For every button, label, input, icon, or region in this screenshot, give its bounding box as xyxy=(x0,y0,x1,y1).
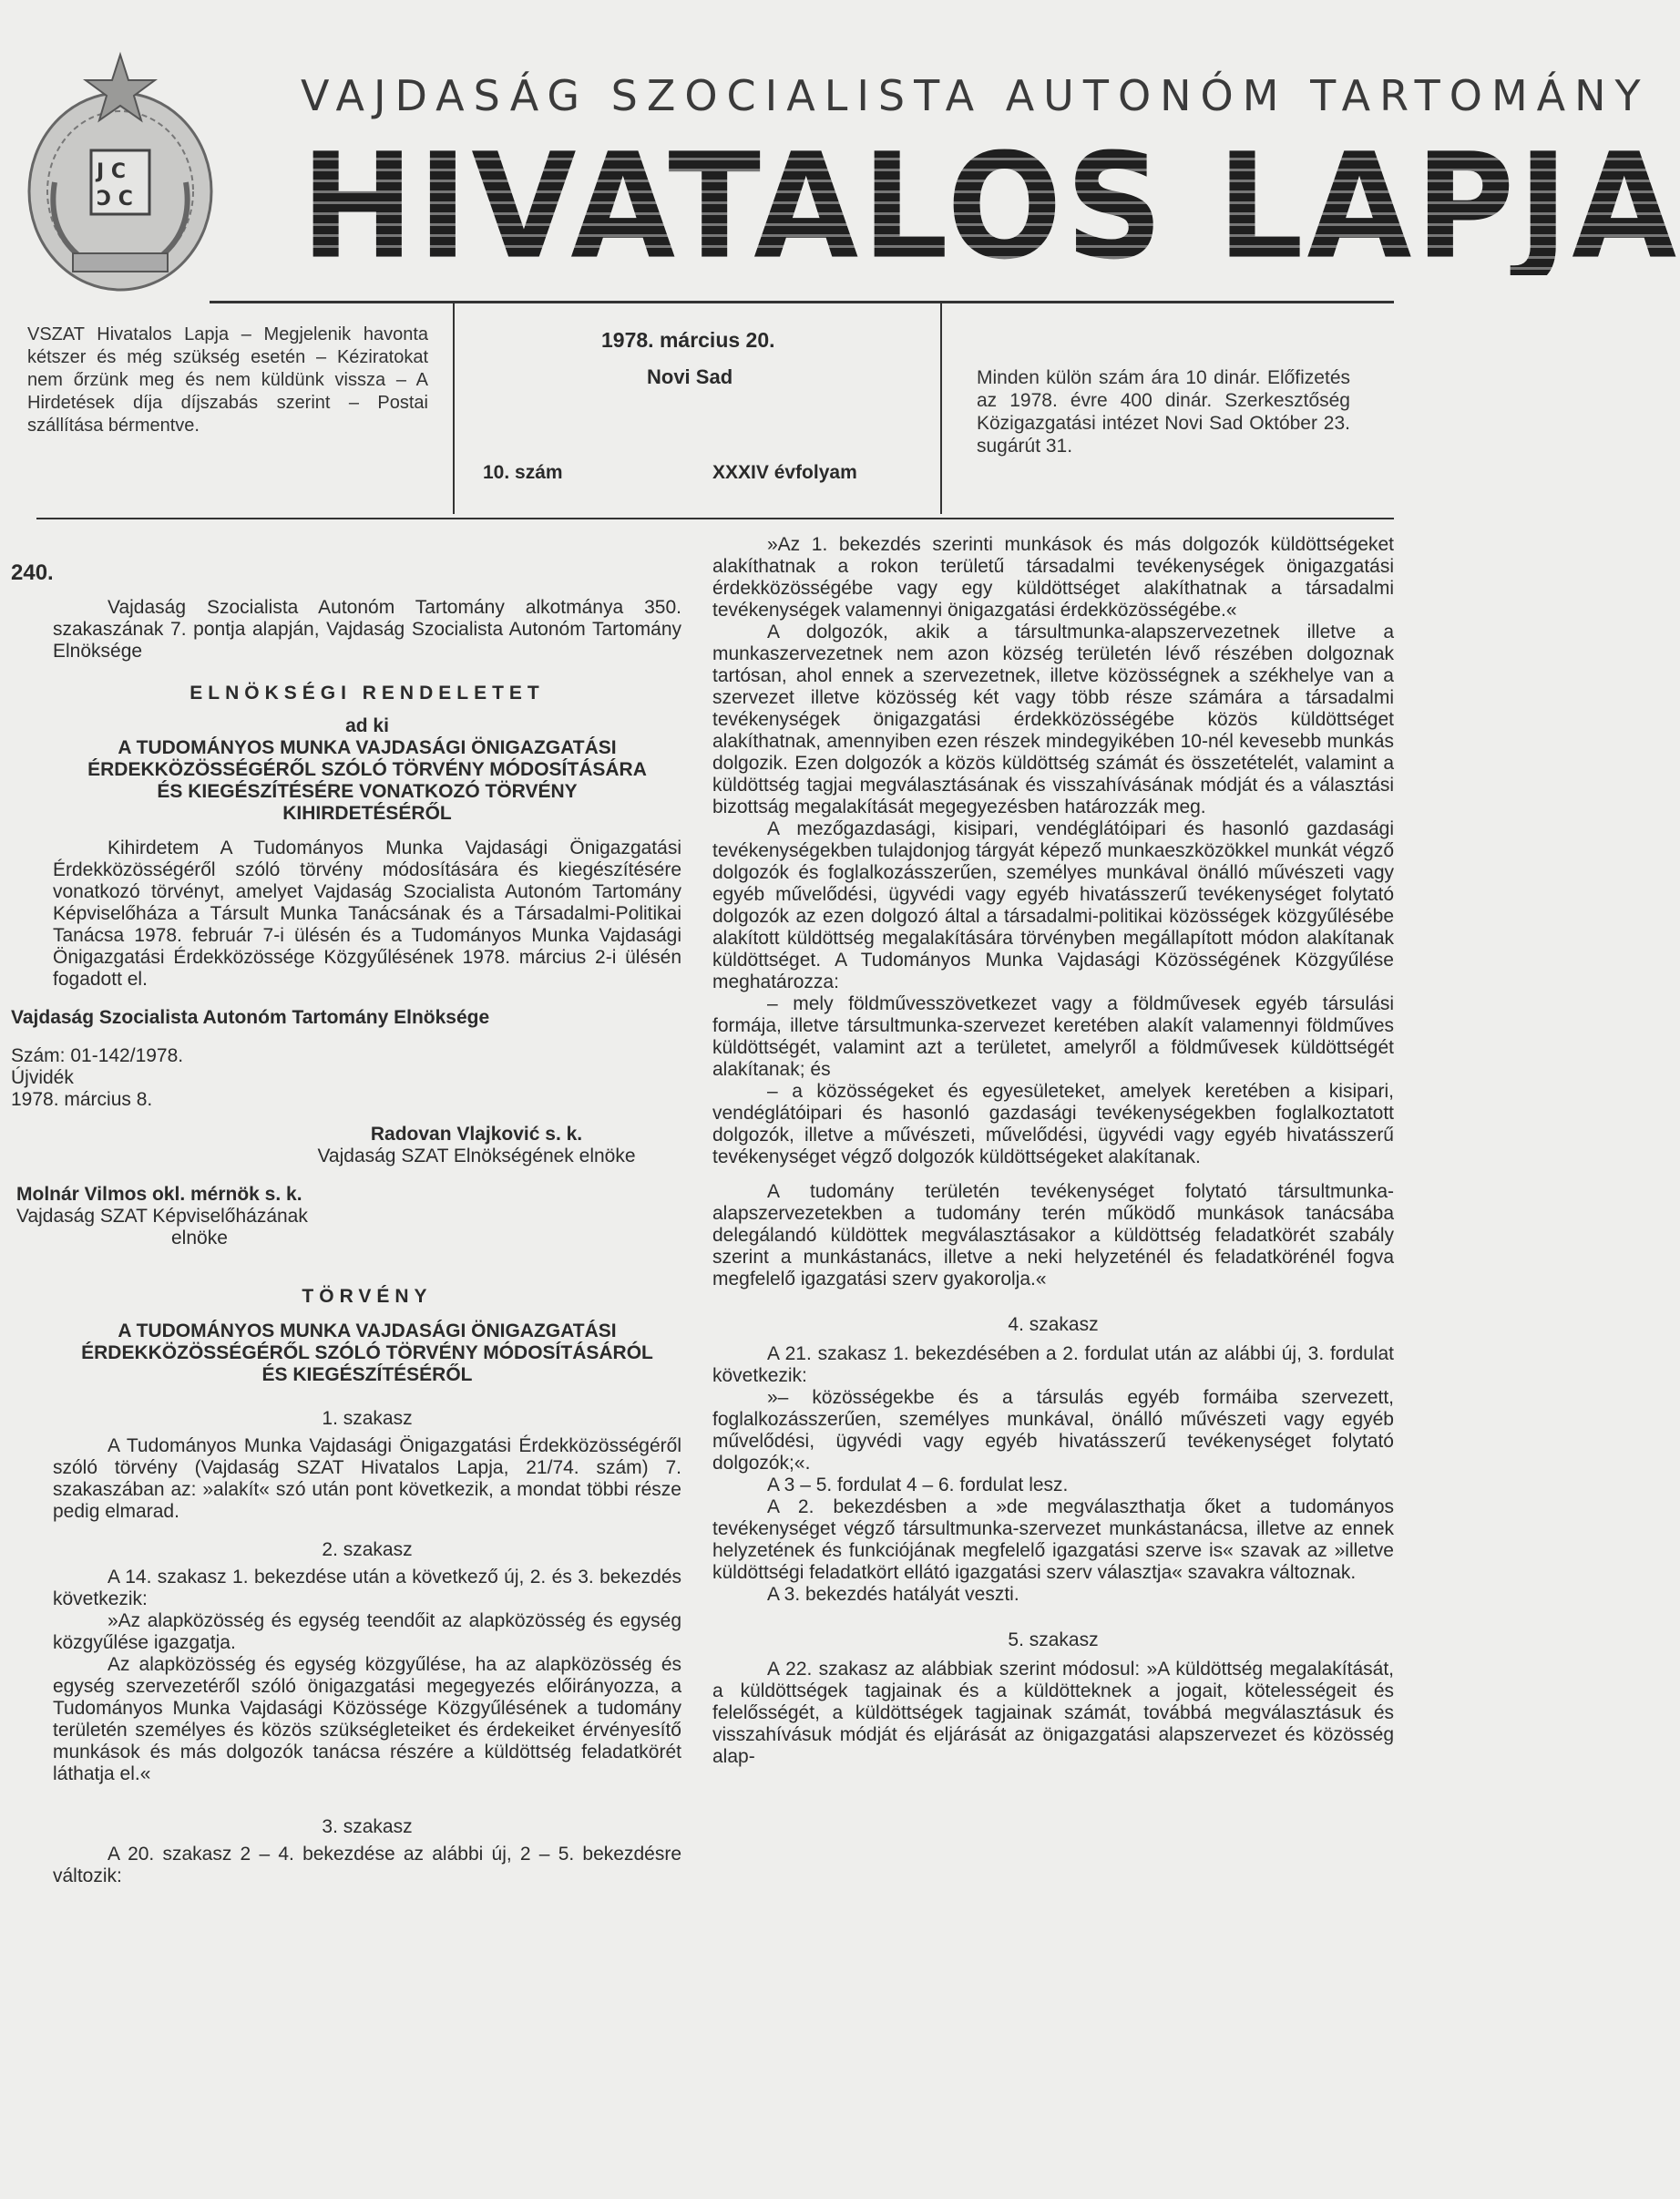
decree-text: Kihirdetem A Tudományos Munka Vajdasági Önigazgatási Érdekközösségéről szóló törvény módosítására és kiegészítésére vonatkozó törvényt, amelyet Vajdaság Szocialista Autonóm Tartomány Képviselőháza a Társult Munka Tanácsának és a Társadalmi-Politikai Tanácsa 1978. február 7-i ülésén és a Tudományos Munka Vajdasági Önigazgatási Érdekközössége Közgyűlésének 1978. március 2-i ülésén fogadott el. xyxy=(53,837,681,990)
section-4-text-5: A 3. bekezdés hatályát veszti. xyxy=(767,1584,1019,1605)
signature-name-2: Molnár Vilmos okl. mérnök s. k. xyxy=(16,1184,302,1205)
section-2-text-2: »Az alapközösség és egység teendőit az alapközösség és egység közgyűlése igazgatja. xyxy=(53,1610,681,1653)
decree-number: 240. xyxy=(11,560,54,585)
law-title: A TUDOMÁNYOS MUNKA VAJDASÁGI ÖNIGAZGATÁSI ÉRDEKKÖZÖSSÉGÉRŐL SZÓLÓ TÖRVÉNY MÓDOSÍTÁSÁRÓL ÉS KIEGÉSZÍTÉSÉRŐL xyxy=(81,1320,653,1385)
publication-info xyxy=(27,324,428,437)
decree-issuer: Vajdaság Szocialista Autonóm Tartomány Elnöksége xyxy=(11,1007,490,1028)
info-rule xyxy=(36,518,1394,519)
right-paragraph-5: – a közösségeket és egyesületeket, amelyek keretében a kisipari, vendéglátóipari és hasonló gazdasági tevékenységekben foglalkoztatott dolgozók, illetve a művészeti, művelődési, ügyvédi vagy egyéb hivatásszerű tevékenységet végző dolgozók küldöttségeket alakítanak. xyxy=(712,1081,1394,1167)
section-2-title: 2. szakasz xyxy=(322,1539,413,1560)
masthead-subtitle: VAJDASÁG SZOCIALISTA AUTONÓM TARTOMÁNY xyxy=(301,71,1650,120)
left-column xyxy=(11,560,681,1887)
section-4-text-3: A 3 – 5. fordulat 4 – 6. fordulat lesz. xyxy=(767,1475,1069,1495)
svg-text:J C: J C xyxy=(97,160,126,183)
issue-date: 1978. március 20. xyxy=(601,328,775,352)
signature-role-2b: elnöke xyxy=(171,1228,228,1248)
section-4-text-4: A 2. bekezdésben a »de megválaszthatja őket a tudományos tevékenységet végző társultmunka-szervezet munkástanácsa, illetve az ennek helyzetének és funkciójának megfelelő igazgatási szerve is« szavak az »illetve küldöttségi feladatkört ellátó igazgatási szerv választja« szavakra változnak. xyxy=(712,1496,1394,1583)
masthead-title: HIVATALOS LAPJA xyxy=(301,121,1680,292)
right-paragraph-1: »Az 1. bekezdés szerinti munkások és más dolgozók küldöttségeket alakíthatnak a rokon területű társadalmi tevékenységek önigazgatási érdekközösségébe vagy egy küldöttséget alakíthatnak a társadalmi tevékenységek valamennyi önigazgatási érdekközösségébe.« xyxy=(712,534,1394,621)
reference-number: Szám: 01-142/1978. xyxy=(11,1045,184,1066)
signature-role-1: Vajdaság SZAT Elnökségének elnöke xyxy=(317,1146,636,1166)
column-divider-left xyxy=(453,303,455,514)
section-4-title: 4. szakasz xyxy=(1008,1314,1099,1335)
section-5-title: 5. szakasz xyxy=(1008,1629,1099,1650)
right-paragraph-3: A mezőgazdasági, kisipari, vendéglátóipari és hasonló gazdasági tevékenységekben tulajdonjog tárgyát képező munkaeszközökkel munkát végző dolgozók és foglalkozásszerűen, személyes munkával önálló művészeti vagy egyéb művelődési, ügyvédi vagy egyéb hivatásszerű tevékenységet folytató dolgozók az ezen dolgozó által a társadalmi-politikai közösségek közgyűlésébe alakított küldöttség megalakítására törvényben megállapított módon alakítanak küldöttséget. A Tudományos Munka Vajdasági Közösségének Közgyűlése meghatározza: xyxy=(712,818,1394,992)
column-divider-right xyxy=(940,303,942,514)
decree-heading: ELNÖKSÉGI RENDELETET xyxy=(190,683,545,704)
decree-preamble: Vajdaság Szocialista Autonóm Tartomány alkotmánya 350. szakaszának 7. pontja alapján, Vajdaság Szocialista Autonóm Tartomány Elnöksége xyxy=(53,597,681,662)
section-2-text-3: Az alapközösség és egység közgyűlése, ha az alapközösség és egység szervezetéről szóló önigazgatási megegyezés előirányozza, a Tudományos Munka Vajdasági Közössége Közgyűlésének a tudomány területén személyes és közös szükségleteiket és érdekeiket érvényesítő munkások és más dolgozók tanácsa részére a küldöttség feladatkörét láthatja el.« xyxy=(53,1654,681,1784)
section-3-text: A 20. szakasz 2 – 4. bekezdése az alábbi új, 2 – 5. bekezdésre változik: xyxy=(53,1844,681,1886)
issue-place: Novi Sad xyxy=(647,365,733,388)
section-4-text-1: A 21. szakasz 1. bekezdésében a 2. fordulat után az alábbi új, 3. fordulat következik: xyxy=(712,1343,1394,1386)
svg-text:Ɔ C: Ɔ C xyxy=(97,188,133,211)
reference-date: 1978. március 8. xyxy=(11,1089,153,1110)
signature-role-2: Vajdaság SZAT Képviselőházának xyxy=(16,1206,308,1227)
section-1-text: A Tudományos Munka Vajdasági Önigazgatási Érdekközösségéről szóló törvény (Vajdaság SZAT Hivatalos Lapja, 21/74. szám) 7. szakaszában az: »alakít« szó után pont következik, a mondat többi része pedig elmarad. xyxy=(53,1435,681,1522)
reference-city: Újvidék xyxy=(11,1067,74,1088)
right-paragraph-6: A tudomány területén tevékenységet folytató társultmunka-alapszervezetekben a tudomány terén működő munkások tanácsába delegálandó küldöttek megválasztásakor a küldöttség feladatkörét szabály szerint a munkástanács, illetve a neki helyzeténél és feladatkörénél fogva megfelelő igazgatási szerv gyakorolja.« xyxy=(712,1181,1394,1290)
section-1-title: 1. szakasz xyxy=(322,1408,413,1429)
issue-number: 10. szám xyxy=(483,462,563,483)
decree-title: A TUDOMÁNYOS MUNKA VAJDASÁGI ÖNIGAZGATÁSI ÉRDEKKÖZÖSSÉGÉRŐL SZÓLÓ TÖRVÉNY MÓDOSÍTÁSÁRA ÉS KIEGÉSZÍTÉSÉRE VONATKOZÓ TÖRVÉNY KIHIRDETÉSÉRŐL xyxy=(87,737,647,824)
right-column xyxy=(712,534,1394,1768)
section-2-text-1: A 14. szakasz 1. bekezdése után a következő új, 2. és 3. bekezdés következik: xyxy=(53,1567,681,1609)
issue-volume: XXXIV évfolyam xyxy=(712,462,857,483)
law-heading: TÖRVÉNY xyxy=(302,1286,433,1307)
header-rule xyxy=(210,301,1394,303)
decree-subheading: ad ki xyxy=(345,715,389,736)
signature-name-1: Radovan Vlajković s. k. xyxy=(370,1124,583,1145)
section-3-title: 3. szakasz xyxy=(322,1816,413,1837)
price-info: Minden külön szám ára 10 dinár. Előfizetés az 1978. évre 400 dinár. Szerkesztőség Közigazgatási intézet Novi Sad Október 23. sugárút 31. xyxy=(977,367,1350,457)
right-paragraph-4: – mely földművesszövetkezet vagy a földművesek egyéb társulási formája, illetve társultmunka-szervezet keretében alakít valamennyi földműves küldöttségét, valamint azt a területet, amelyről a földművesek küldöttségét alakítanak; és xyxy=(712,993,1394,1080)
section-4-text-2: »– közösségekbe és a társulás egyéb formáiba szervezett, foglalkozásszerűen, személyes munkával, önálló művészeti vagy egyéb művelődési, ügyvédi vagy egyéb hivatásszerű tevékenységet folytató dolgozók;«. xyxy=(712,1387,1394,1474)
publication-info-text: VSZAT Hivatalos Lapja – Megjelenik havonta kétszer és még szükség esetén – Kéziratokat nem őrzünk meg és nem küldünk vissza – A Hirdetések díja díjszabás szerint – Postai szállítása bérmentve. xyxy=(27,324,428,436)
right-paragraph-2: A dolgozók, akik a társultmunka-alapszervezetnek illetve a munkaszervezetnek nem azon község területén lévő részében dolgoznak tartósan, ahol ennek a szervezetnek, illetve közösségnek a székhelye van a szervezet illetve közösség két vagy több része számára a társadalmi tevékenységek önigazgatási érdekközösségébe közös küldöttséget alakíthatnak, amennyiben ezen részek mindegyikében 10-nél kevesebb munkás dolgozik. Ezen dolgozók a közös küldöttség számát és összetételét, valamint a küldöttség tagjai megválasztásának és visszahívásának módját és a választási bizottság megalakítását megegyezésben határozzák meg. xyxy=(712,622,1394,817)
section-5-text: A 22. szakasz az alábbiak szerint módosul: »A küldöttség megalakítását, a küldöttségek tagjainak és a küldötteknek a jogait, kötelességeit és felelősségét, a küldöttségek tagjainak számát, továbbá megválasztásuk és visszahívásuk módját és eljárását az önigazgatási alapszervezet és közösség alap- xyxy=(712,1659,1394,1767)
coat-of-arms-icon xyxy=(18,46,228,292)
